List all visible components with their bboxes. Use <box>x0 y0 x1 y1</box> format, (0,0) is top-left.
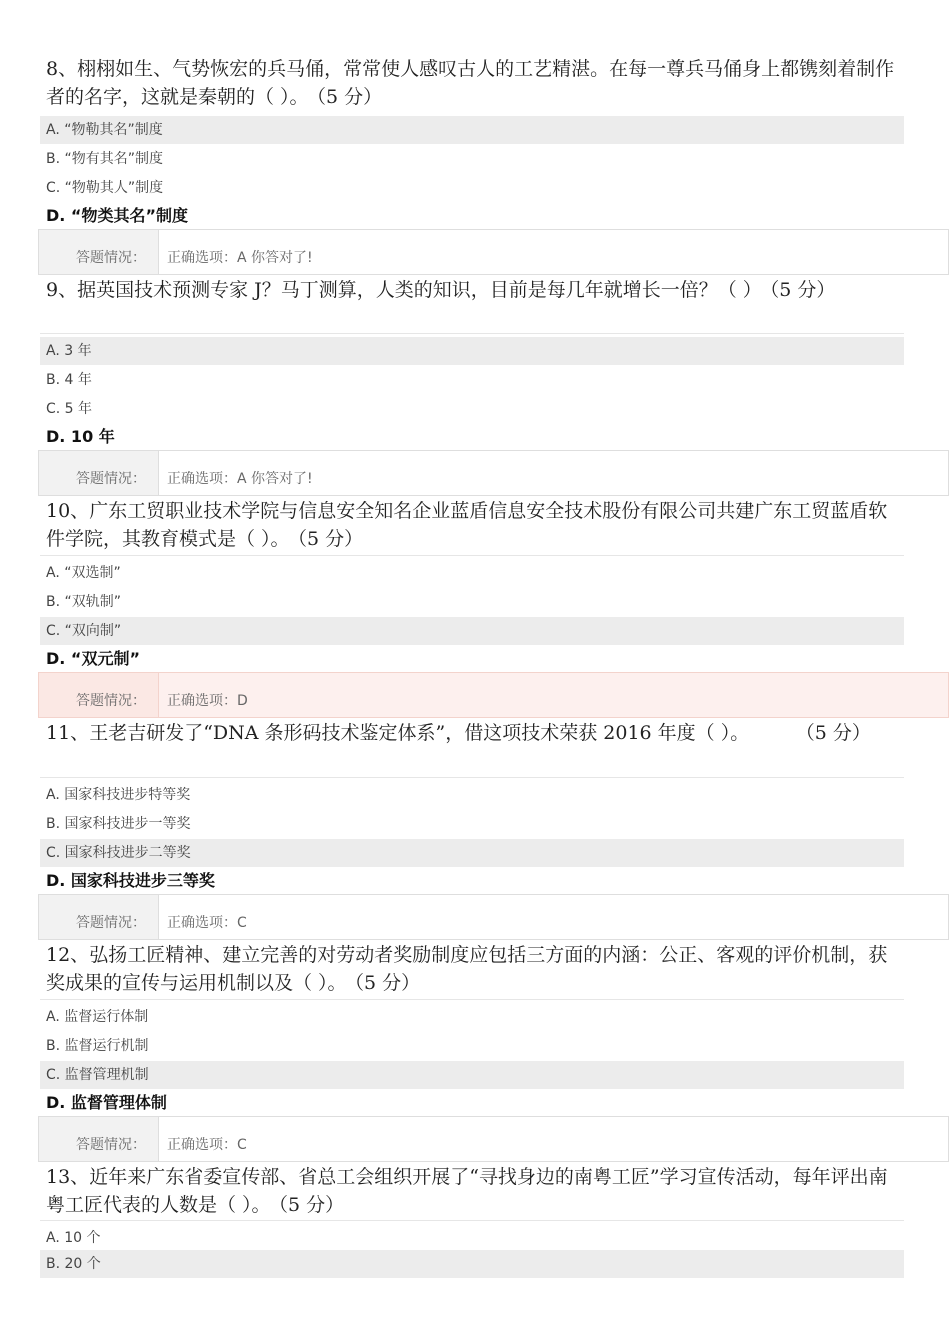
question-score: （5 分） <box>769 279 836 301</box>
question-11-text <box>46 719 906 747</box>
question-stem: 据英国技术预测专家 J？马丁测算，人类的知识，目前是每几年就增长一倍？（ ） <box>77 279 762 301</box>
question-number: 9、 <box>46 279 78 301</box>
answer-panel <box>38 450 949 496</box>
question-score: （5 分） <box>354 972 421 994</box>
option-c[interactable]: C. 5 年 <box>46 401 93 417</box>
answer-panel <box>38 894 949 940</box>
question-stem: 广东工贸职业技术学院与信息安全知名企业蓝盾信息安全技术股份有限公司共建广东工贸蓝盾软件学院，其教育模式是（ ）。 <box>46 500 888 550</box>
question-number: 10、 <box>46 500 90 522</box>
answer-panel-incorrect <box>38 672 949 718</box>
answer-value: 正确选项：A 你答对了! <box>167 250 313 266</box>
option-b[interactable]: B. 国家科技进步一等奖 <box>46 816 191 832</box>
option-a[interactable]: A. 10 个 <box>46 1230 101 1246</box>
answer-value: 正确选项：A 你答对了! <box>167 471 313 487</box>
option-a[interactable]: A. 3 年 <box>40 337 904 365</box>
option-a[interactable]: A. “双选制” <box>46 565 121 581</box>
question-stem: 王老吉研发了“DNA 条形码技术鉴定体系”，借这项技术荣获 2016 年度（ ）。 <box>89 722 750 744</box>
answer-value: 正确选项：C <box>167 1137 247 1153</box>
answer-value: 正确选项：C <box>167 915 247 931</box>
question-number: 13、 <box>46 1166 90 1188</box>
option-b[interactable]: B. 20 个 <box>40 1250 904 1278</box>
answer-label: 答题情况： <box>39 230 159 274</box>
question-stem: 近年来广东省委宣传部、省总工会组织开展了“寻找身边的南粤工匠”学习宣传活动，每年评出南粤工匠代表的人数是（ ）。 <box>46 1166 888 1216</box>
divider <box>40 555 904 556</box>
option-a[interactable]: A. “物勒其名”制度 <box>40 116 904 144</box>
answer-panel <box>38 229 949 275</box>
divider <box>40 999 904 1000</box>
option-c[interactable]: C. 监督管理机制 <box>40 1061 904 1089</box>
answer-label: 答题情况： <box>39 895 159 939</box>
option-d[interactable]: D. 10 年 <box>46 427 115 446</box>
question-12-text <box>46 941 906 997</box>
question-score: （5 分） <box>278 1194 345 1216</box>
option-d[interactable]: D. 国家科技进步三等奖 <box>46 871 215 890</box>
question-9-text <box>46 276 906 304</box>
question-stem: 弘扬工匠精神、建立完善的对劳动者奖励制度应包括三方面的内涵：公正、客观的评价机制，获奖成果的宣传与运用机制以及（ ）。 <box>46 944 888 994</box>
option-c[interactable]: C. “物勒其人”制度 <box>46 180 164 196</box>
question-8-text <box>46 55 906 111</box>
question-number: 8、 <box>46 58 78 80</box>
question-score: （5 分） <box>805 722 871 744</box>
option-d[interactable]: D. “双元制” <box>46 649 140 668</box>
answer-panel <box>38 1116 949 1162</box>
option-b[interactable]: B. “物有其名”制度 <box>46 151 164 167</box>
question-score: （5 分） <box>316 86 383 108</box>
answer-value: 正确选项：D <box>167 693 248 709</box>
option-a[interactable]: A. 国家科技进步特等奖 <box>46 787 191 803</box>
option-d[interactable]: D. “物类其名”制度 <box>46 206 188 225</box>
option-c[interactable]: C. “双向制” <box>40 617 904 645</box>
divider <box>40 777 904 778</box>
option-b[interactable]: B. “双轨制” <box>46 594 122 610</box>
divider <box>40 1220 904 1221</box>
question-number: 12、 <box>46 944 90 966</box>
question-10-text <box>46 497 906 553</box>
option-a[interactable]: A. 监督运行体制 <box>46 1009 149 1025</box>
option-d[interactable]: D. 监督管理体制 <box>46 1093 167 1112</box>
answer-label: 答题情况： <box>39 1117 159 1161</box>
answer-label: 答题情况： <box>39 451 159 495</box>
question-stem: 栩栩如生、气势恢宏的兵马俑，常常使人感叹古人的工艺精湛。在每一尊兵马俑身上都镌刻着制作者的名字，这就是秦朝的（ ）。 <box>46 58 895 108</box>
question-13-text <box>46 1163 906 1219</box>
divider <box>40 333 904 334</box>
question-number: 11、 <box>46 722 90 744</box>
answer-label: 答题情况： <box>39 673 159 717</box>
option-b[interactable]: B. 监督运行机制 <box>46 1038 149 1054</box>
option-c[interactable]: C. 国家科技进步二等奖 <box>40 839 904 867</box>
question-score: （5 分） <box>297 528 364 550</box>
option-b[interactable]: B. 4 年 <box>46 372 92 388</box>
